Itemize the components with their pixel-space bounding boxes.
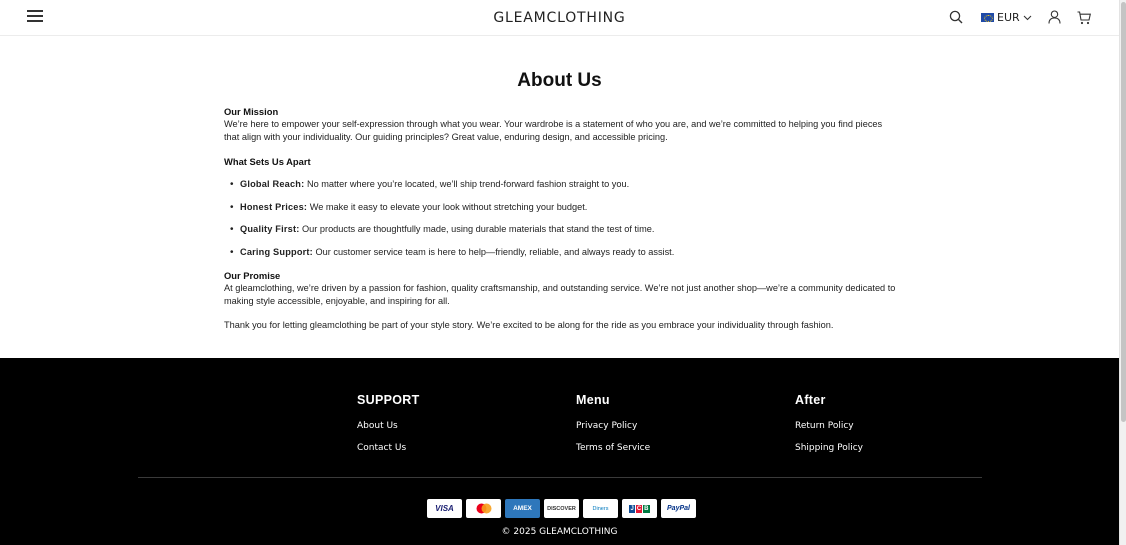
site-footer: [0, 358, 1119, 545]
point-text: Our products are thoughtfully made, using durable materials that stand the test of time.: [302, 224, 655, 234]
currency-selector[interactable]: [981, 11, 1032, 24]
footer-link-return-policy[interactable]: Return Policy: [795, 421, 854, 431]
page-scrollbar[interactable]: [1119, 0, 1126, 545]
page-title: About Us: [517, 70, 602, 91]
amex-icon: AMEX: [505, 499, 540, 518]
apart-heading: What Sets Us Apart: [224, 156, 311, 167]
currency-label: EUR: [997, 11, 1020, 24]
footer-heading: Menu: [576, 393, 610, 407]
point-text: We make it easy to elevate your look without stretching your budget.: [309, 201, 588, 212]
site-logo[interactable]: GLEAMCLOTHING: [493, 10, 626, 26]
diners-club-icon: Diners: [583, 499, 618, 518]
footer-column-menu: [576, 393, 650, 465]
list-item: [230, 246, 896, 259]
point-title: Global Reach:: [240, 179, 305, 189]
point-title: Quality First:: [240, 224, 300, 234]
discover-icon: DISCOVER: [544, 499, 579, 518]
account-icon[interactable]: [1048, 10, 1061, 24]
search-icon[interactable]: [949, 10, 963, 24]
footer-column-after: [795, 393, 863, 465]
footer-link-about-us[interactable]: About Us: [357, 421, 398, 431]
chevron-down-icon: [1023, 15, 1032, 21]
cart-icon[interactable]: [1077, 11, 1091, 25]
payment-icons: [427, 499, 696, 518]
list-item: [230, 223, 896, 236]
jcb-icon: J C B: [622, 499, 657, 518]
promise-heading: Our Promise: [224, 269, 281, 281]
footer-column-support: [357, 393, 420, 465]
visa-icon: VISA: [427, 499, 462, 518]
thanks-text: Thank you for letting gleamclothing be part of your style story. We’re excited to be along for the ride as you embrace your individuality through fashion.: [224, 319, 834, 330]
scrollbar-thumb[interactable]: [1121, 2, 1126, 422]
footer-heading: After: [795, 393, 826, 407]
mastercard-icon: [466, 499, 501, 518]
list-item: [230, 201, 896, 214]
footer-link-contact-us[interactable]: Contact Us: [357, 443, 407, 453]
site-header: [0, 0, 1119, 36]
apart-list: [230, 178, 896, 259]
list-item: [230, 178, 896, 191]
footer-link-terms-of-service[interactable]: Terms of Service: [576, 443, 651, 453]
about-content: [224, 105, 896, 332]
point-text: No matter where you’re located, we’ll ship trend-forward fashion straight to you.: [306, 179, 630, 189]
eu-flag-icon: [981, 13, 994, 22]
mission-text: We’re here to empower your self-expression through what you wear. Your wardrobe is a statement of who you are, and we’re committed to helping you find pieces that align with your individuality. Our guiding principles? Great value, enduring design, and accessible pricing.: [224, 119, 883, 142]
point-title: Caring Support:: [240, 246, 313, 257]
footer-heading: SUPPORT: [357, 393, 420, 407]
footer-divider: [138, 477, 982, 478]
mission-heading: Our Mission: [224, 106, 279, 117]
copyright-text: © 2025 GLEAMCLOTHING: [501, 527, 618, 537]
footer-link-shipping-policy[interactable]: Shipping Policy: [795, 443, 864, 453]
footer-link-privacy-policy[interactable]: Privacy Policy: [576, 421, 638, 431]
point-title: Honest Prices:: [240, 201, 308, 212]
promise-text: At gleamclothing, we’re driven by a passion for fashion, quality craftsmanship, and outstanding service. We’re not just another shop—we’re a community dedicated to making style accessible, enjoyable, and inspiring for all.: [224, 282, 896, 306]
point-text: Our customer service team is here to help—friendly, reliable, and always ready to assist.: [315, 246, 675, 257]
paypal-icon: PayPal: [661, 499, 696, 518]
